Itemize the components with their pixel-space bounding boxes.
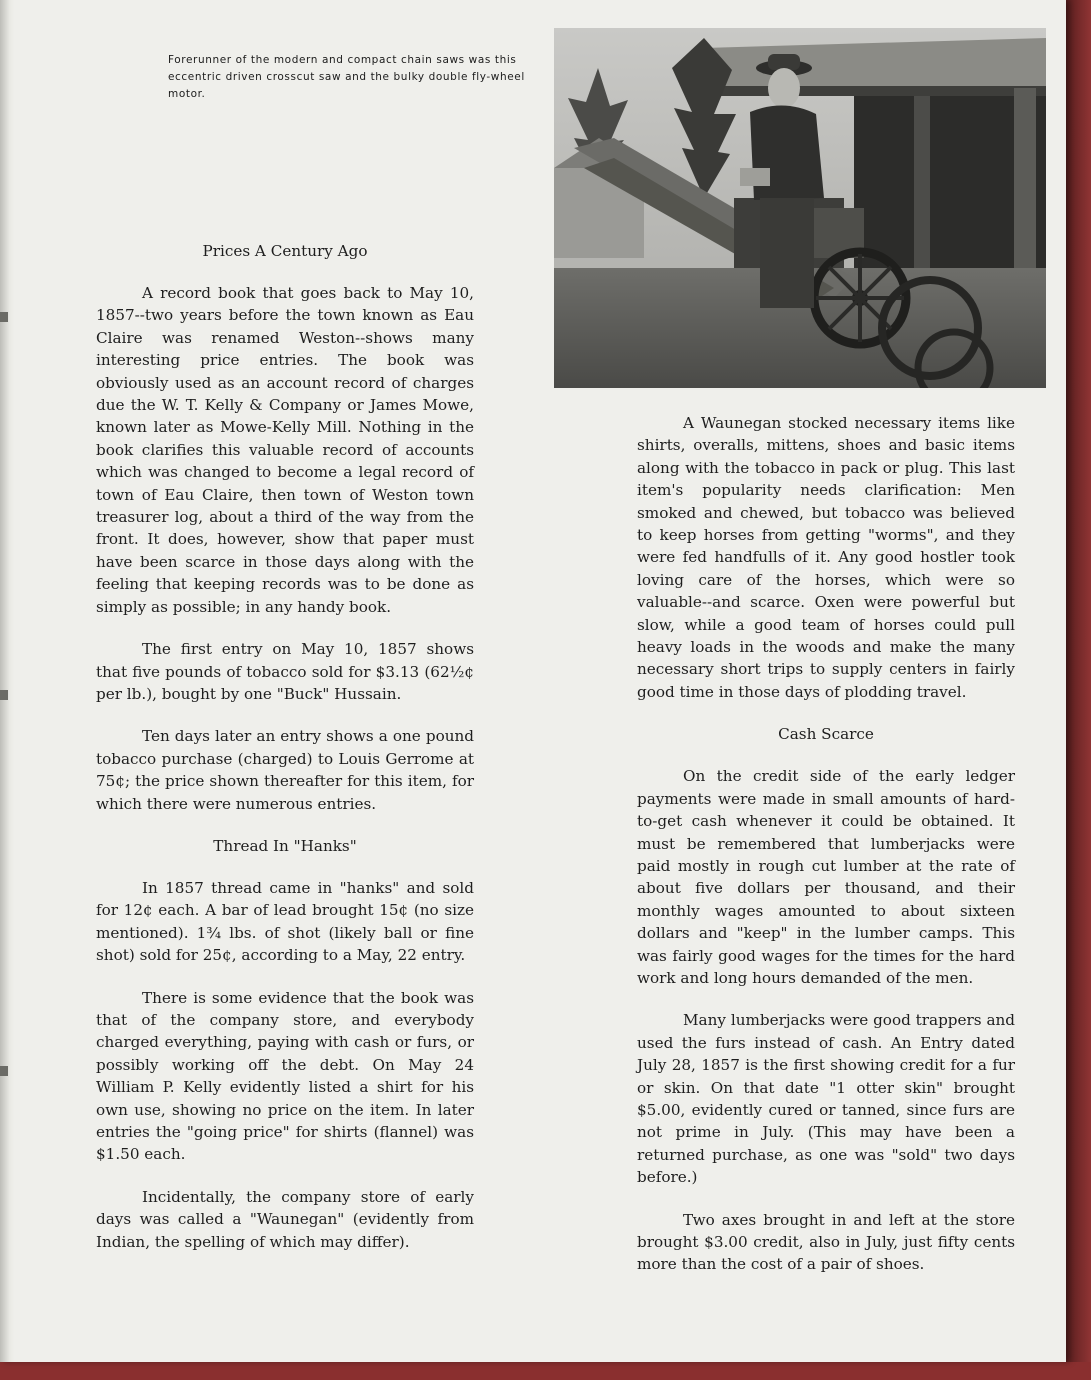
paragraph: On the credit side of the early ledger payments were made in small amounts of hard-to-get cash whenever it could be obtained. It must be remembered that lumberjacks were paid mostly in rough cut lumber at the rate of about five dollars per thousand, and their monthly wages amounted to about sixteen dollars and "keep" in the lumber camps. This was fairly good wages for the times for the hard work and long hours demanded of the men. [637, 767, 1015, 987]
paragraph: Ten days later an entry shows a one pound tobacco purchase (charged) to Louis Gerrome at 75¢; the price shown thereafter for this item, for which there were numerous entries. [96, 727, 474, 813]
binding-staple [0, 1066, 8, 1076]
page-gutter [0, 0, 14, 1362]
paragraph: In 1857 thread came in "hanks" and sold for 12¢ each. A bar of lead brought 15¢ (no size mentioned). 1¾ lbs. of shot (likely ball or fine shot) sold for 25¢, according to a May, 22 entry. [96, 878, 474, 965]
heading-thread-in-hanks: Thread In "Hanks" [213, 836, 357, 855]
paragraph: Incidentally, the company store of early days was called a "Waunegan" (evidently from Indian, the spelling of which may differ). [96, 1187, 474, 1251]
paragraph: There is some evidence that the book was that of the company store, and everybody charged everything, paying with cash or furs, or possibly working off the debt. On May 24 William P. Kelly evidently listed a shirt for his own use, showing no price on the item. In later entries the "going price" for shirts (flannel) was $1.50 each. [96, 988, 474, 1164]
binding-staple [0, 312, 8, 322]
paragraph: A record book that goes back to May 10, 1857--two years before the town known as Eau Claire was renamed Weston--shows many interesting price entries. The book was obviously used as an account record of charges due the W. T. Kelly & Company or James Mowe, known later as Mowe-Kelly Mill. Nothing in the book clarifies this valuable record of accounts which was changed to become a legal record of town of Eau Claire, then town of Weston town treasurer log, about a third of the way from the front. It does, however, show that paper must have been scarce in those days along with the feeling that keeping records was to be done as simply as possible; in any handy book. [96, 284, 474, 616]
book-cover-bottom [0, 1362, 1091, 1380]
paragraph: A Waunegan stocked necessary items like shirts, overalls, mittens, shoes and basic items along with the tobacco in pack or plug. This last item's popularity needs clarification: Men smoked and chewed, but tobacco was believed to keep horses from getting "worms", and they were fed handfulls of it. Any good hostler took loving care of the horses, which were so valuable--and scarce. Oxen were powerful but slow, while a good team of horses could pull heavy loads in the woods and make the many necessary short trips to supply centers in fairly good time in those days of plodding travel. [637, 414, 1015, 701]
right-text-column [637, 412, 1015, 1296]
heading-prices-a-century-ago: Prices A Century Ago [202, 242, 368, 260]
paragraph: Many lumberjacks were good trappers and used the furs instead of cash. An Entry dated July 28, 1857 is the first showing credit for a fur or skin. On that date "1 otter skin" brought $5.00, evidently cured or tanned, since furs are not prime in July. (This may have been a returned purchase, as one was "sold" two days before.) [637, 1011, 1015, 1187]
paragraph: The first entry on May 10, 1857 shows that five pounds of tobacco sold for $3.13 (62½¢ per lb.), bought by one "Buck" Hussain. [96, 640, 474, 703]
binding-staple [0, 690, 8, 700]
book-cover-edge [1066, 0, 1091, 1380]
left-text-column [96, 240, 474, 1273]
heading-cash-scarce: Cash Scarce [778, 725, 874, 744]
photo-caption: Forerunner of the modern and compact chain saws was this eccentric driven crosscut saw and the bulky double fly-wheel motor. [168, 54, 525, 100]
paragraph: Two axes brought in and left at the store brought $3.00 credit, also in July, just fifty cents more than the cost of a pair of shoes. [637, 1210, 1015, 1274]
man-with-saw-machine-photo [554, 28, 1046, 388]
